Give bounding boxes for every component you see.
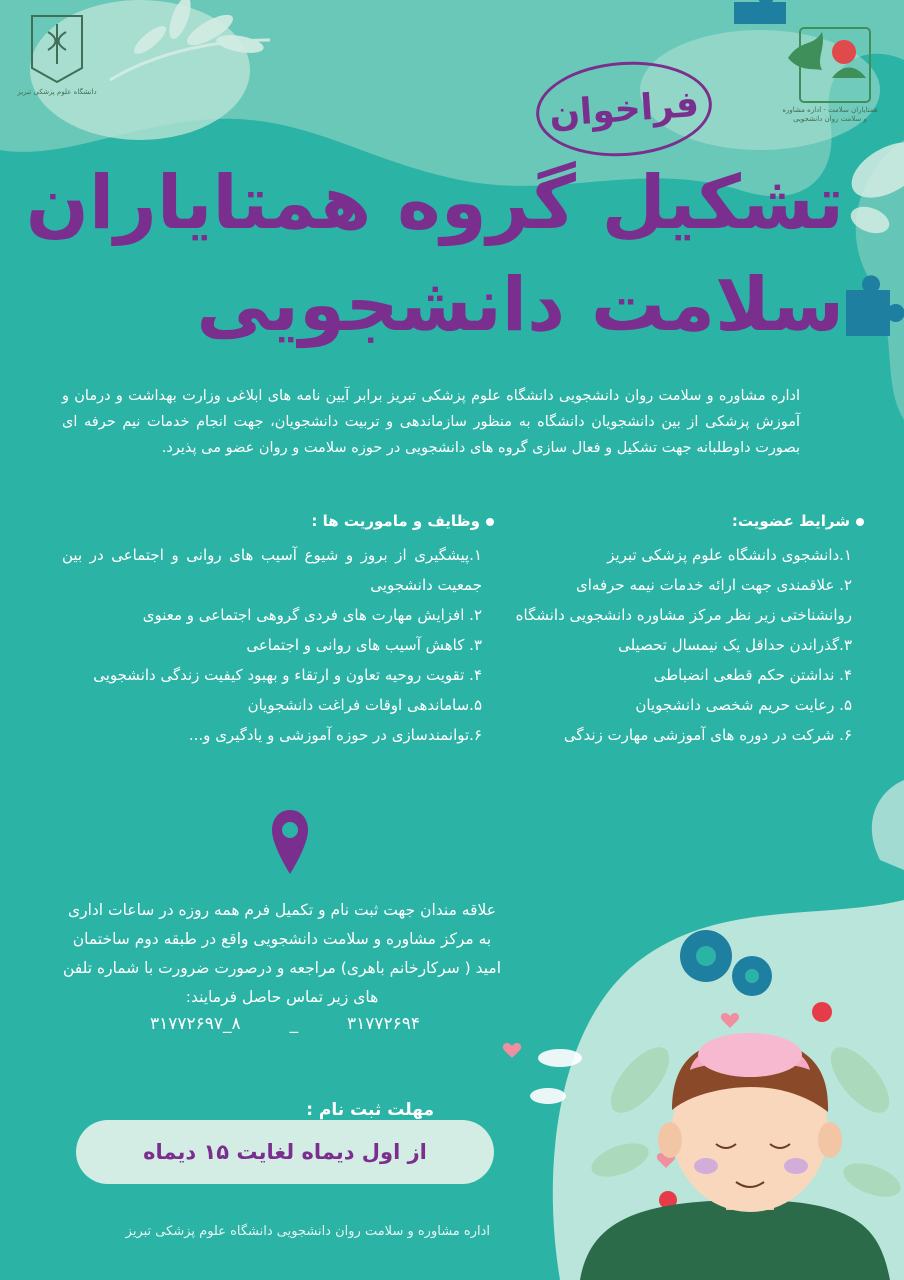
footer-text: اداره مشاوره و سلامت روان دانشجویی دانشگاه علوم پزشکی تبریز [125, 1224, 490, 1239]
intro-paragraph: اداره مشاوره و سلامت روان دانشجویی دانشگاه علوم پزشکی تبریز برابر آیین نامه های ابلاغی وزارت بهداشت و درمان و آموزش پزشکی از بین دانشجویان دانشگاه به منظور سازماندهی و تربیت دانشجویان، جهت انجام خدمات نیم حرفه ای بصورت داوطلبانه جهت تشکیل و فعال سازی گروه های دانشجویی در حوزه سلامت و روان عضو می پذیرد. [62, 387, 800, 456]
list-item: ۱.پیشگیری از بروز و شیوع آسیب های روانی و اجتماعی در بین جمعیت دانشجویی [62, 546, 482, 594]
list-item: ۳.گذراندن حداقل یک نیمسال تحصیلی [618, 636, 852, 654]
list-item: ۴. نداشتن حکم قطعی انضباطی [653, 666, 852, 684]
list-item: ۲. افزایش مهارت های فردی گروهی اجتماعی و معنوی [142, 606, 482, 624]
duties-heading-text: وظایف و ماموریت ها : [311, 512, 480, 530]
list-item: ۶. شرکت در دوره های آموزشی مهارت زندگی [563, 726, 852, 744]
bullet-dot [856, 518, 864, 526]
deadline-box [76, 1120, 494, 1184]
peer-group-logo-icon [782, 18, 878, 104]
list-item: ۶.توانمندسازی در حوزه آموزشی و یادگیری و... [188, 726, 482, 744]
phone-separator: _ [289, 1014, 299, 1034]
list-item: ۳. کاهش آسیب های روانی و اجتماعی [246, 636, 482, 654]
duties-list [62, 540, 482, 750]
university-logo-icon [18, 10, 96, 88]
phone-number: ۳۱۷۷۲۶۹۷_۸ [150, 1014, 241, 1034]
phone-numbers [150, 1014, 420, 1034]
list-item: ۵. رعایت حریم شخصی دانشجویان [635, 696, 852, 714]
call-badge-text: فراخوان [547, 83, 701, 135]
membership-heading [732, 512, 864, 530]
membership-list [512, 540, 852, 750]
list-item: ۴. تقویت روحیه تعاون و ارتقاء و بهبود کیفیت زندگی دانشجویی [93, 666, 482, 684]
deadline-value: از اول دیماه لغایت ۱۵ دیماه [143, 1140, 427, 1164]
contact-paragraph: علاقه مندان جهت ثبت نام و تکمیل فرم همه روزه در ساعات اداری به مرکز مشاوره و سلامت دانشجویی واقع در طبقه دوم ساختمان امید ( سرکارخانم باهری) مراجعه و درصورت ضرورت با شماره تلفن های زیر تماس حاصل فرمایند: [62, 900, 502, 1006]
peer-group-logo [782, 18, 878, 126]
left-logo-caption: دانشگاه علوم پزشکی تبریز [17, 88, 97, 96]
location-pin-icon [270, 808, 310, 876]
list-item: ۱.دانشجوی دانشگاه علوم پزشکی تبریز [607, 546, 852, 564]
duties-heading [311, 512, 494, 530]
main-title-line2: سلامت دانشجویی [196, 262, 844, 348]
university-logo [18, 10, 96, 102]
deadline-label: مهلت ثبت نام : [306, 1100, 434, 1120]
membership-heading-text: شرایط عضویت: [731, 512, 850, 530]
main-title-line1: تشکیل گروه همتایاران [25, 160, 844, 246]
phone-number: ۳۱۷۷۲۶۹۴ [346, 1014, 420, 1034]
list-item: ۵.ساماندهی اوقات فراغت دانشجویان [247, 696, 482, 714]
bullet-dot [486, 518, 494, 526]
list-item: ۲. علاقمندی جهت ارائه خدمات نیمه حرفه‌ای روانشناختی زیر نظر مرکز مشاوره دانشجویی دانشگاه [515, 576, 852, 624]
right-logo-caption: همتایاران سلامت - اداره مشاوره و سلامت روان دانشجویی [782, 106, 878, 123]
